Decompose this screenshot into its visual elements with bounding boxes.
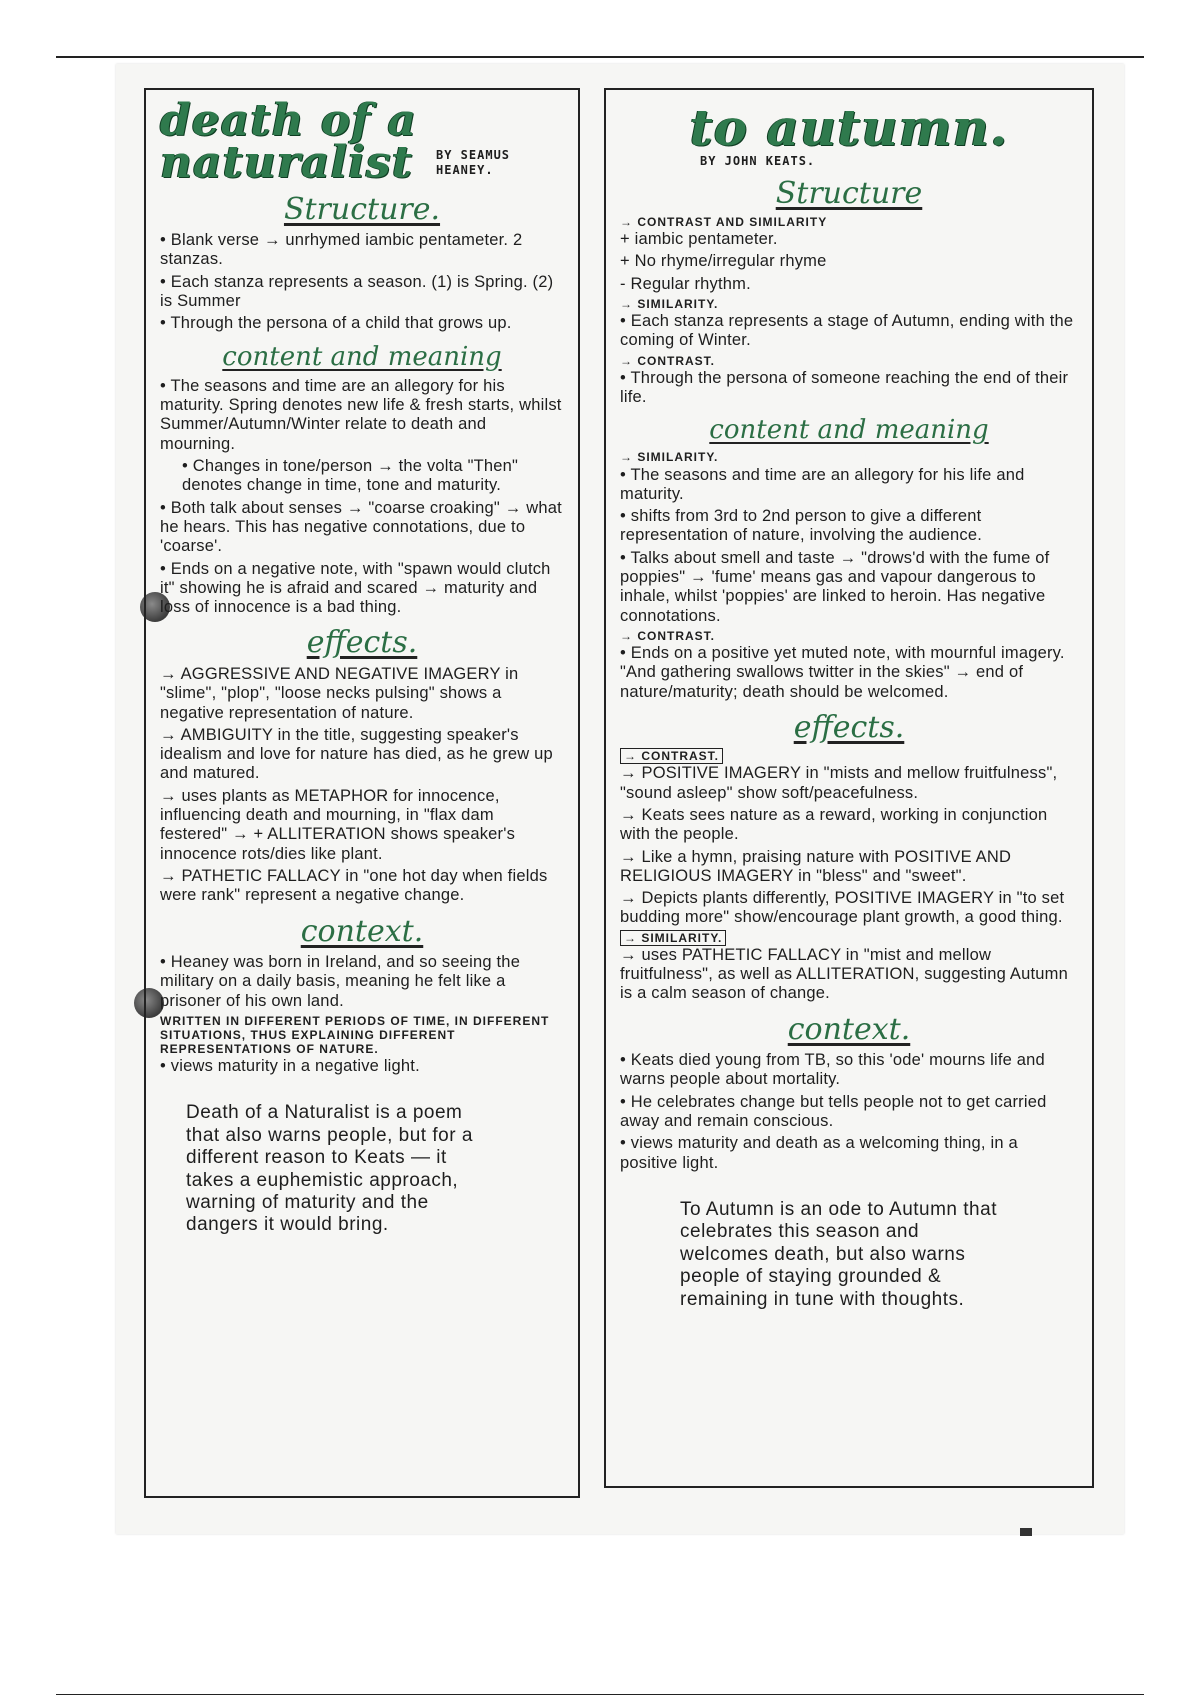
note-item: WRITTEN IN DIFFERENT PERIODS OF TIME, IN DIFFERENT SITUATIONS, THUS EXPLAINING DIFFERENT REPRESENTATIONS OF NATURE. [160,1013,550,1056]
note-item: • He celebrates change but tells people not to get carried away and remain conscious. [620,1092,1047,1131]
corner-mark [1020,1528,1032,1536]
poem-author: BY SEAMUS HEANEY. [436,148,511,177]
effects-notes [160,665,564,906]
poem-title: to autumn. [689,98,1009,157]
note-item: → CONTRAST. [620,628,715,643]
effects-heading: effects. [793,709,905,745]
note-item: → CONTRAST AND SIMILARITY [620,215,828,229]
content-notes [160,377,564,618]
note-item: • Talks about smell and taste → "drows'd with the fume of poppies" → 'fume' means gas and vapour dangerous to inhale, whilst 'poppies' are linked to heroin. Has negative connotations. [620,548,1050,625]
note-item: → PATHETIC FALLACY in "one hot day when fields were rank" represent a negative change. [160,866,548,905]
structure-notes [160,231,564,333]
structure-heading: Structure. [283,191,441,227]
death-of-a-naturalist-panel [144,88,580,1498]
boxed-label: → SIMILARITY. [620,930,726,946]
note-item: → SIMILARITY. [620,296,719,311]
top-rule [56,56,1144,58]
effects-heading: effects. [306,625,418,661]
note-item: → uses plants as METAPHOR for innocence, influencing death and mourning, in "flax dam festered" → + ALLITERATION shows speaker's innocence rots/dies like plant. [160,786,516,863]
boxed-label: → CONTRAST. [620,748,723,764]
poem-summary: To Autumn is an ode to Autumn that celebrates this season and welcomes death, but also warns people of staying grounded & remaining in tune with thoughts. [680,1198,997,1310]
note-item [620,749,1078,763]
note-item: → AMBIGUITY in the title, suggesting speaker's idealism and love for nature has died, as he grew up and matured. [160,725,553,783]
note-item: • Keats died young from TB, so this 'ode' mourns life and warns people about mortality. [620,1051,1045,1089]
context-heading: context. [787,1011,911,1047]
note-item: • Ends on a positive yet muted note, with mournful imagery. "And gathering swallows twitter in the skies" → end of nature/maturity; death should be welcomed. [620,643,1065,701]
note-item: → CONTRAST. [620,353,715,368]
note-item: • Each stanza represents a stage of Autumn, ending with the coming of Winter. [620,311,1074,350]
note-item: • shifts from 3rd to 2nd person to give a different representation of nature, involving the audience. [620,507,983,545]
note-item: • Blank verse → unrhymed iambic pentameter. 2 stanzas. [160,231,523,269]
note-item: • Ends on a negative note, with "spawn would clutch it" showing he is afraid and scared → maturity and loss of innocence is a bad thing. [160,559,551,617]
to-autumn-panel [604,88,1094,1488]
note-item: • Each stanza represents a season. (1) is Spring. (2) is Summer [160,272,554,310]
note-item: → AGGRESSIVE AND NEGATIVE IMAGERY in "slime", "plop", "loose necks pulsing" shows a negative representation of nature. [160,664,519,722]
note-item: • Both talk about senses → "coarse croaking" → what he hears. This has negative connotations, due to 'coarse'. [160,498,562,556]
note-item: • Through the persona of a child that grows up. [160,314,512,333]
note-item: → SIMILARITY. [620,450,719,465]
structure-heading: Structure [775,175,923,211]
note-item [620,931,1078,945]
note-item: → Like a hymn, praising nature with POSITIVE AND RELIGIOUS IMAGERY in "bless" and "sweet". [620,847,1012,885]
note-item: → Depicts plants differently, POSITIVE IMAGERY in "to set budding more" show/encourage plant growth, a good thing. [620,889,1065,927]
note-item: • The seasons and time are an allegory for his maturity. Spring denotes new life & fresh starts, whilst Summer/Autumn/Winter relate to death and mourning. [160,376,562,453]
note-item: • Heaney was born in Ireland, and so seeing the military on a daily basis, meaning he felt like a prisoner of his own land. [160,953,521,1010]
poem-summary: Death of a Naturalist is a poem that also warns people, but for a different reason to Keats — it takes a euphemistic approach, warning of maturity and the dangers it would bring. [186,1102,473,1236]
bottom-rule [56,1694,1144,1695]
note-item: • Through the persona of someone reaching the end of their life. [620,368,1069,406]
context-notes [160,953,564,1076]
effects-notes [620,749,1078,1003]
note-item: → Keats sees nature as a reward, working in conjunction with the people. [620,805,1048,844]
note-item: • views maturity in a negative light. [160,1056,420,1075]
note-item: → POSITIVE IMAGERY in "mists and mellow fruitfulness", "sound asleep" show soft/peacefulness. [620,764,1058,802]
note-item: • views maturity and death as a welcoming thing, in a positive light. [620,1134,1018,1172]
context-notes [620,1051,1078,1173]
note-item: • The seasons and time are an allegory for his life and maturity. [620,465,1025,503]
context-heading: context. [300,913,424,949]
content-heading: content and meaning [222,341,502,372]
content-notes [620,450,1078,701]
content-heading: content and meaning [709,415,989,446]
structure-notes [620,215,1078,407]
note-item: + No rhyme/irregular rhyme [620,252,827,271]
note-item: + iambic pentameter. [620,230,778,249]
note-item: - Regular rhythm. [620,274,751,293]
poem-title: death of a naturalist [160,95,418,188]
note-item: → uses PATHETIC FALLACY in "mist and mellow fruitfulness", as well as ALLITERATION, suggesting Autumn is a calm season of change. [620,945,1068,1003]
poem-author: BY JOHN KEATS. [700,153,816,168]
note-item: • Changes in tone/person → the volta "Then" denotes change in time, tone and maturity. [182,457,519,495]
